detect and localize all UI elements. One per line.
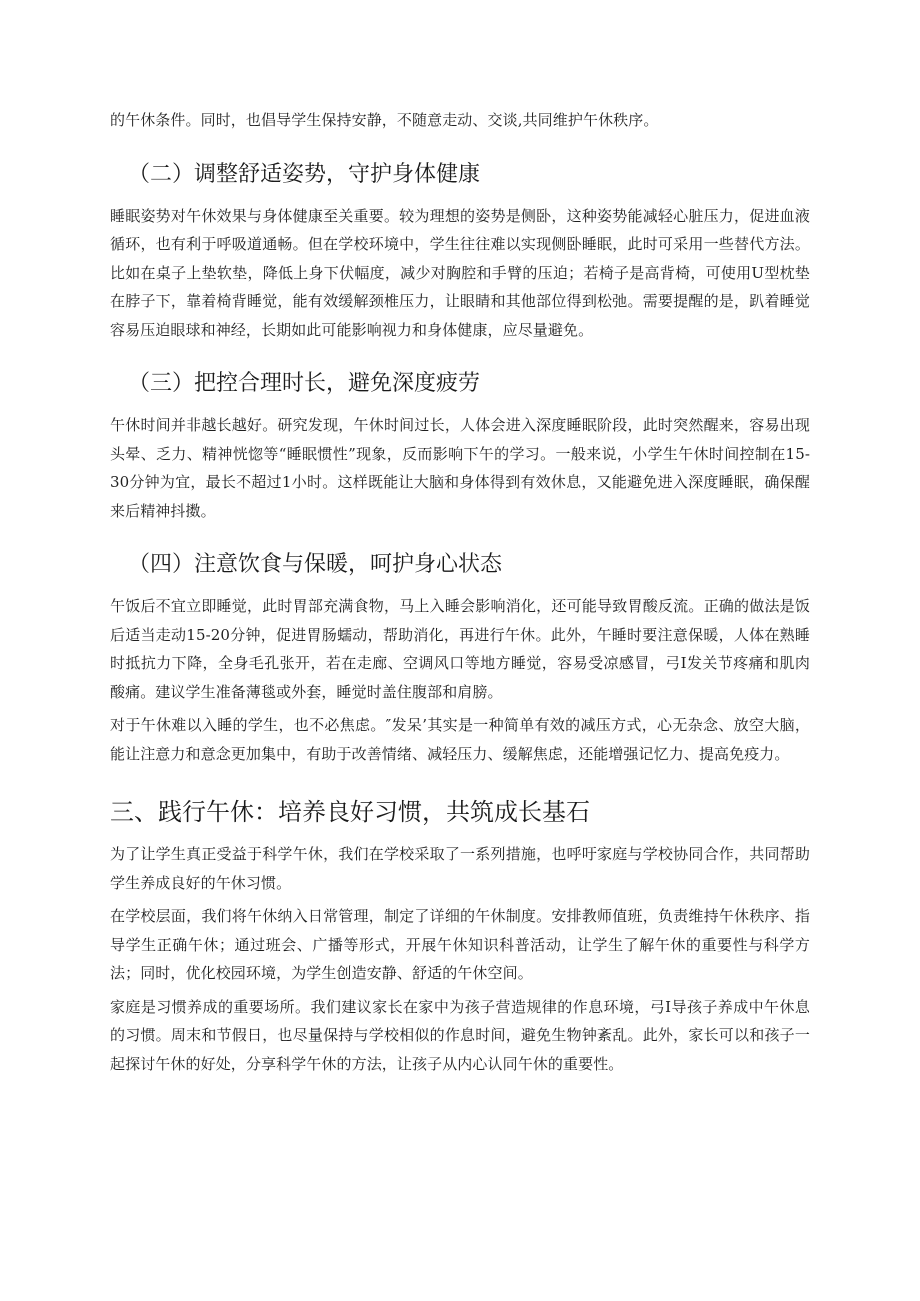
part-3-paragraph-2: 在学校层面，我们将午休纳入日常管理，制定了详细的午休制度。安排教师值班，负责维持午休秩序、指导学生正确午休；通过班会、广播等形式，开展午休知识科普活动，让学生了解午休的重要性与科学方法；同时，优化校园环境，为学生创造安静、舒适的午休空间。 <box>110 907 810 982</box>
section-2-paragraph: 睡眠姿势对午休效果与身体健康至关重要。较为理想的姿势是侧卧，这种姿势能减轻心脏压力，促进血液循环，也有利于呼吸道通畅。但在学校环境中，学生往往难以实现侧卧睡眠，此时可采用一些替代方法。比如在桌子上垫软垫，降低上身下伏幅度，减少对胸腔和手臂的压迫；若椅子是高背椅，可使用U型枕垫在脖子下，靠着椅背睡觉，能有效缓解颈椎压力，让眼睛和其他部位得到松弛。需要提醒的是，趴着睡觉容易压迫眼球和神经，长期如此可能影响视力和身体健康，应尽量避免。 <box>110 206 810 339</box>
section-3-paragraph: 午休时间并非越长越好。研究发现，午休时间过长，人体会进入深度睡眠阶段，此时突然醒来，容易出现头晕、乏力、精神恍惚等“睡眠惯性”现象，反而影响下午的学习。一般来说，小学生午休时间控制在15-30分钟为宜，最长不超过1小时。这样既能让大脑和身体得到有效休息，又能避免进入深度睡眠，确保醒来后精神抖擞。 <box>110 416 810 520</box>
section-3-heading: （三）把控合理时长，避免深度疲劳 <box>128 371 481 396</box>
section-4-paragraph-1: 午饭后不宜立即睡觉，此时胃部充满食物，马上入睡会影响消化，还可能导致胃酸反流。正确的做法是饭后适当走动15-20分钟，促进胃肠蠕动，帮助消化，再进行午休。此外，午睡时要注意保暖，人体在熟睡时抵抗力下降，全身毛孔张开，若在走廊、空调风口等地方睡觉，容易受凉感冒，弓I发关节疼痛和肌肉酸痛。建议学生准备薄毯或外套，睡觉时盖住腹部和肩膀。 <box>110 597 810 701</box>
section-4-paragraph-2: 对于午休难以入睡的学生，也不必焦虑。″发呆’其实是一种简单有效的减压方式，心无杂念、放空大脑，能让注意力和意念更加集中，有助于改善情绪、减轻压力、缓解焦虑，还能增强记忆力、提高免疫力。 <box>110 716 810 763</box>
document-body <box>110 106 810 1083</box>
intro-tail-paragraph: 的午休条件。同时，也倡导学生保持安静，不随意走动、交谈,共同维护午休秩序。 <box>110 111 659 129</box>
section-4-heading: （四）注意饮食与保暖，呵护身心状态 <box>128 552 503 577</box>
part-3-heading: 三、践行午休：培养良好习惯，共筑成长基石 <box>110 798 590 826</box>
part-3-paragraph-1: 为了让学生真正受益于科学午休，我们在学校采取了一系列措施，也呼吁家庭与学校协同合作，共同帮助学生养成良好的午休习惯。 <box>110 845 810 892</box>
part-3-paragraph-3: 家庭是习惯养成的重要场所。我们建议家长在家中为孩子营造规律的作息环境，弓I导孩子养成中午休息的习惯。周末和节假日，也尽量保持与学校相似的作息时间，避免生物钟紊乱。此外，家长可以和孩子一起探讨午休的好处，分享科学午休的方法，让孩子从内心认同午休的重要性。 <box>110 997 810 1073</box>
section-2-heading: （二）调整舒适姿势，守护身体健康 <box>128 161 481 187</box>
